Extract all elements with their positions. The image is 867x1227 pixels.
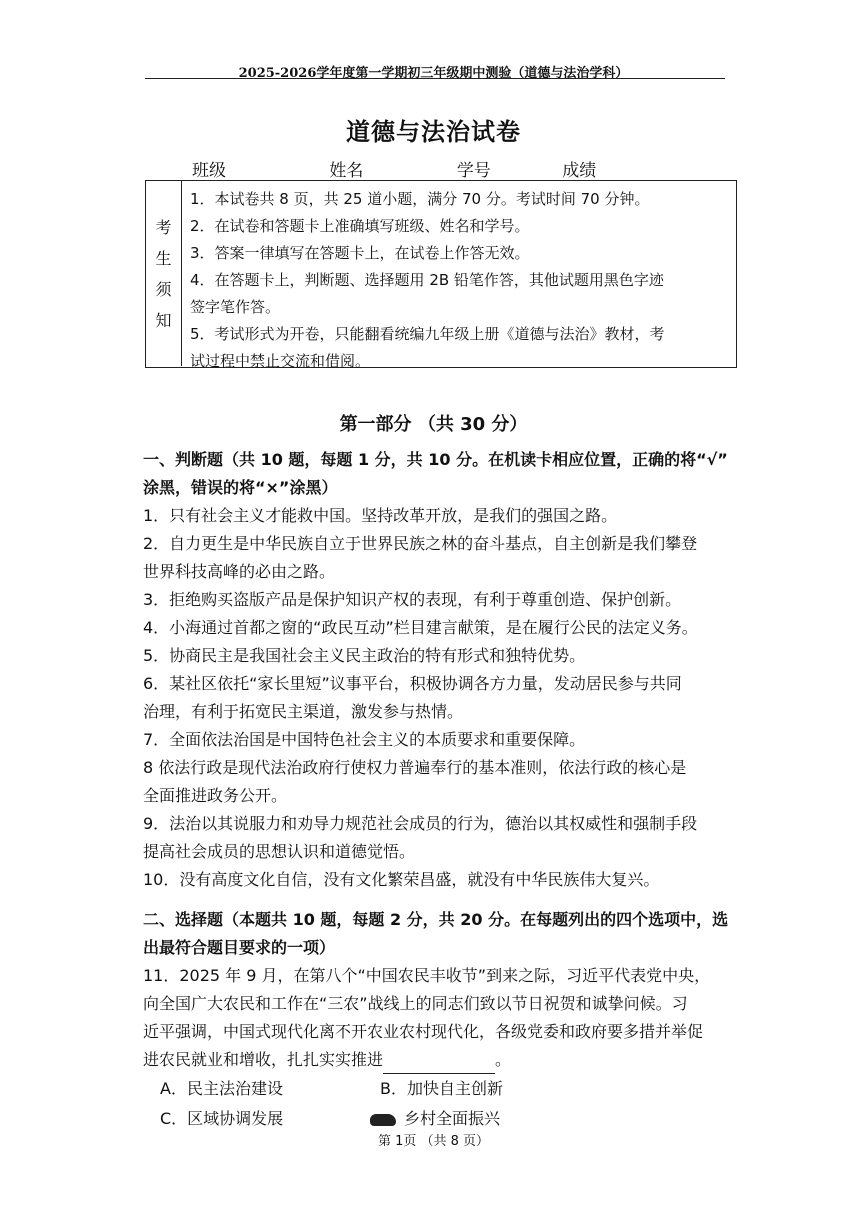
question-line: 5．协商民主是我国社会主义民主政治的特有形式和独特优势。 xyxy=(143,646,586,665)
section-multiple-choice xyxy=(143,906,743,1074)
notice-label xyxy=(146,181,182,366)
option-d xyxy=(370,1106,500,1129)
question-line: 7．全面依法治国是中国特色社会主义的本质要求和重要保障。 xyxy=(143,730,586,749)
question-line: 近平强调，中国式现代化离不开农业农村现代化，各级党委和政府要多措并举促 xyxy=(143,1022,704,1041)
question-line: 9．法治以其说服力和劝导力规范社会成员的行为，德治以其权威性和强制手段 xyxy=(143,814,698,833)
notice-label-char: 知 xyxy=(155,310,172,330)
notice-item: 试过程中禁止交流和借阅。 xyxy=(190,352,371,370)
notice-item: 5．考试形式为开卷，只能翻看统编九年级上册《道德与法治》教材，考 xyxy=(190,325,665,343)
notice-items xyxy=(190,186,734,375)
notice-item: 1．本试卷共 8 页，共 25 道小题，满分 70 分。考试时间 70 分钟。 xyxy=(190,190,650,208)
exam-notice-box xyxy=(145,180,737,368)
class-blank xyxy=(226,162,310,181)
question-line: 11．2025 年 9 月，在第八个“中国农民丰收节”到来之际，习近平代表党中央， xyxy=(143,966,711,985)
answer-blank xyxy=(383,1055,495,1074)
question-line: 1．只有社会主义才能救中国。坚持改革开放，是我们的强国之路。 xyxy=(143,506,618,525)
section2-heading: 二、选择题（本题共 10 题，每题 2 分，共 20 分。在每题列出的四个选项中，选 xyxy=(143,910,729,929)
name-blank xyxy=(363,162,451,181)
page-footer: 第 1页 （共 8 页） xyxy=(377,1134,490,1149)
question-line: 世界科技高峰的必由之路。 xyxy=(143,562,336,581)
exam-header-line: 2025-2026学年度第一学期初三年级期中测验（道德与法治学科） xyxy=(238,66,629,81)
notice-item: 4．在答题卡上，判断题、选择题用 2B 铅笔作答，其他试题用黑色字迹 xyxy=(190,271,664,289)
option-c: C．区域协调发展 xyxy=(160,1109,284,1128)
question-line: 全面推进政务公开。 xyxy=(143,786,288,805)
score-blank xyxy=(596,162,678,181)
part-title: 第一部分 （共 30 分） xyxy=(339,414,528,435)
header-divider xyxy=(145,78,725,79)
question-line: 提高社会成员的思想认识和道德觉悟。 xyxy=(143,842,416,861)
question-text: 进农民就业和增收，扎扎实实推进 xyxy=(143,1050,384,1069)
notice-label-char: 生 xyxy=(155,248,172,268)
option-a: A．民主法治建设 xyxy=(160,1079,283,1098)
ink-smudge-icon xyxy=(370,1114,396,1126)
question-line: 2．自力更生是中华民族自立于世界民族之林的奋斗基点，自主创新是我们攀登 xyxy=(143,534,698,553)
notice-item: 签字笔作答。 xyxy=(190,298,281,316)
question-line: 向全国广大农民和工作在“三农”战线上的同志们致以节日祝贺和诚挚问候。习 xyxy=(143,994,688,1013)
question-line: 治理，有利于拓宽民主渠道，激发参与热情。 xyxy=(143,702,464,721)
question-end: 。 xyxy=(495,1050,512,1069)
notice-label-char: 须 xyxy=(155,279,172,299)
student-info-row xyxy=(192,156,678,181)
option-d-text: 乡村全面振兴 xyxy=(404,1109,501,1128)
section2-heading: 出最符合题目要求的一项） xyxy=(143,938,336,957)
number-blank xyxy=(491,162,555,181)
score-label: 成绩 xyxy=(562,161,597,181)
section1-heading: 涂黑，错误的将“×”涂黑） xyxy=(143,478,338,497)
question-line: 3．拒绝购买盗版产品是保护知识产权的表现，有利于尊重创造、保护创新。 xyxy=(143,590,682,609)
question-line: 8 依法行政是现代法治政府行使权力普遍奉行的基本准则，依法行政的核心是 xyxy=(143,758,687,777)
question-line: 6．某社区依托“家长里短”议事平台，积极协调各方力量，发动居民参与共同 xyxy=(143,674,682,693)
notice-item: 2．在试卷和答题卡上准确填写班级、姓名和学号。 xyxy=(190,217,530,235)
question-line xyxy=(143,1046,743,1074)
page-title: 道德与法治试卷 xyxy=(346,118,521,146)
question-line: 4．小海通过首都之窗的“政民互动”栏目建言献策，是在履行公民的法定义务。 xyxy=(143,618,698,637)
notice-item: 3．答案一律填写在答题卡上，在试卷上作答无效。 xyxy=(190,244,530,262)
name-label: 姓名 xyxy=(329,161,364,181)
class-label: 班级 xyxy=(192,161,226,181)
number-label: 学号 xyxy=(456,161,491,181)
notice-label-char: 考 xyxy=(155,217,172,237)
section1-heading: 一、判断题（共 10 题，每题 1 分，共 10 分。在机读卡相应位置，正确的将“√” xyxy=(143,450,728,469)
question-line: 10．没有高度文化自信，没有文化繁荣昌盛，就没有中华民族伟大复兴。 xyxy=(143,870,660,889)
section-true-false xyxy=(143,446,743,894)
option-b: B．加快自主创新 xyxy=(380,1079,503,1098)
